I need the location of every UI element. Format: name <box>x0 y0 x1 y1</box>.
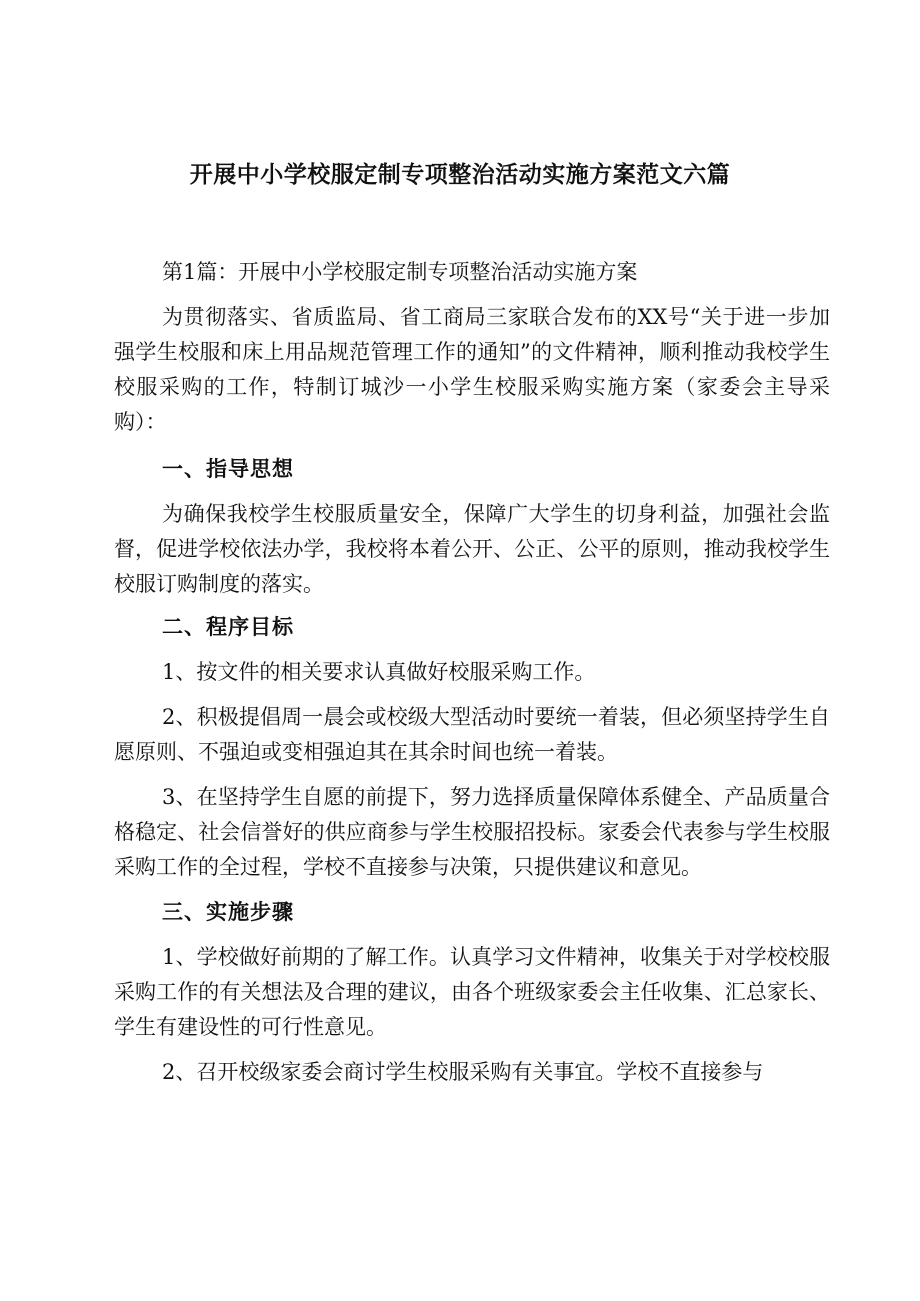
list-item: 1、学校做好前期的了解工作。认真学习文件精神，收集关于对学校校服采购工作的有关想法及合理的建议，由各个班级家委会主任收集、汇总家长、学生有建设性的可行性意见。 <box>114 945 830 1039</box>
section-procedure-goals <box>114 610 830 885</box>
list-item: 1、按文件的相关要求认真做好校服采购工作。 <box>162 660 596 684</box>
section-implementation-steps <box>114 895 830 1090</box>
section-heading: 一、指导思想 <box>162 457 294 481</box>
section-paragraph: 为确保我校学生校服质量安全，保障广大学生的切身利益，加强社会监督，促进学校依法办学，我校将本着公开、公正、公平的原则，推动我校学生校服订购制度的落实。 <box>114 502 830 596</box>
intro-paragraph: 为贯彻落实、省质监局、省工商局三家联合发布的XX号“关于进一步加强学生校服和床上用品规范管理工作的通知”的文件精神，顺利推动我校学生校服采购的工作，特制订城沙一小学生校服采购实施方案（家委会主导采购）： <box>114 305 830 434</box>
list-item: 3、在坚持学生自愿的前提下，努力选择质量保障体系健全、产品质量合格稳定、社会信誉好的供应商参与学生校服招投标。家委会代表参与学生校服采购工作的全过程，学校不直接参与决策，只提供建议和意见。 <box>114 785 830 879</box>
section-heading: 三、实施步骤 <box>162 900 294 924</box>
document-title: 开展中小学校服定制专项整治活动实施方案范文六篇 <box>189 162 731 188</box>
part-title: 第1篇：开展中小学校服定制专项整治活动实施方案 <box>162 260 638 284</box>
list-item: 2、积极提倡周一晨会或校级大型活动时要统一着装，但必须坚持学生自愿原则、不强迫或变相强迫其在其余时间也统一着装。 <box>114 705 830 764</box>
section-heading: 二、程序目标 <box>162 615 294 639</box>
section-guiding-ideology <box>114 452 830 602</box>
document-body <box>114 255 830 1100</box>
list-item: 2、召开校级家委会商讨学生校服采购有关事宜。学校不直接参与 <box>162 1060 764 1084</box>
